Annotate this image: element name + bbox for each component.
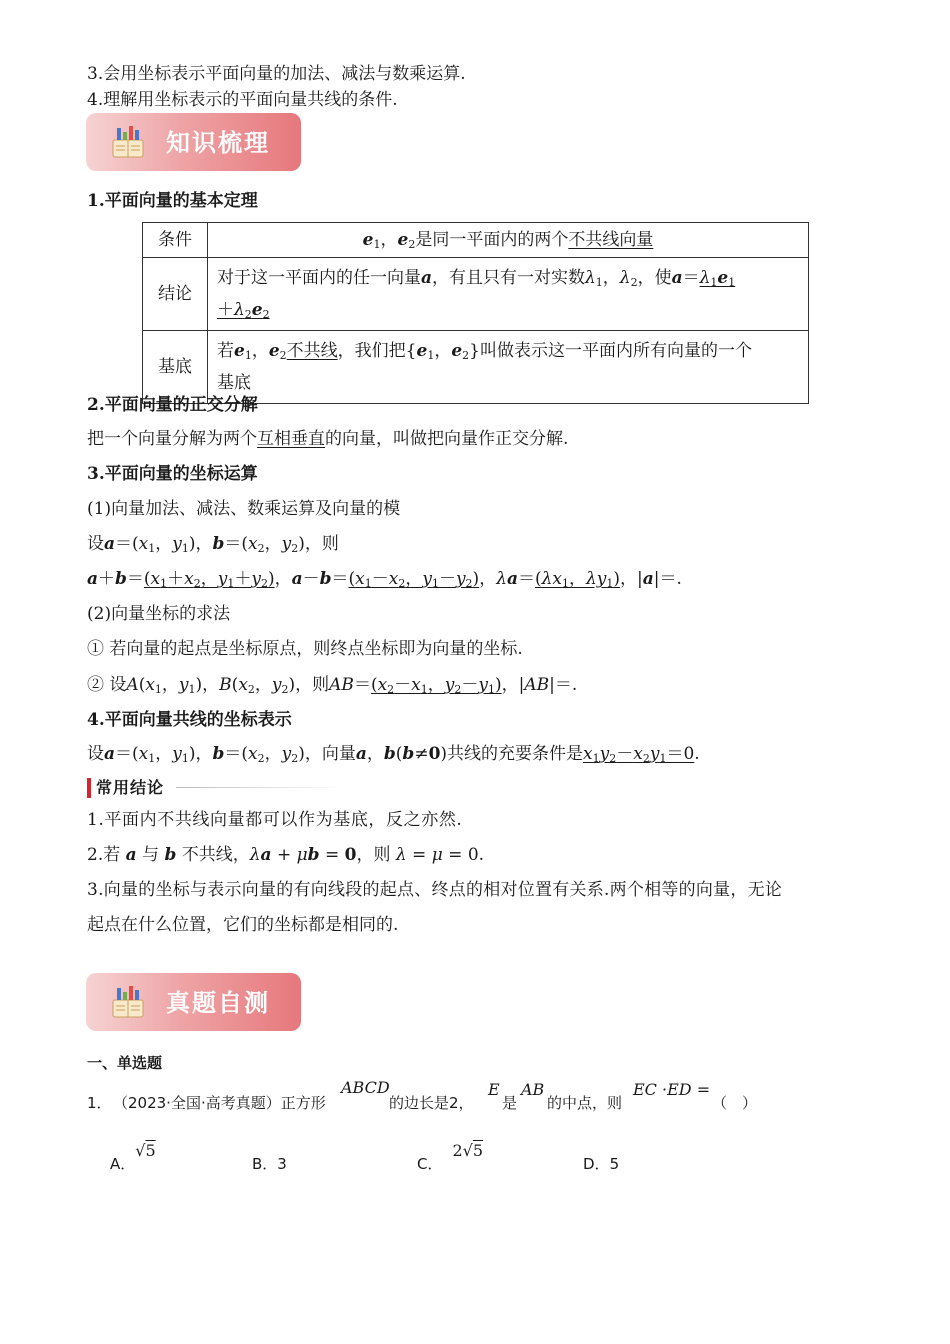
table-row: [143, 223, 809, 258]
q1-shape: ABCD: [341, 1078, 390, 1097]
collinear-condition: 设$a=(x_1$，$y_1$)，$b=(x_2$，$y_2$)，向量a，b(b≠0)共线的充要条件是$x_1y_2-x_2y_1=0$.: [87, 744, 700, 765]
objective-4: 4.理解用坐标表示的平面向量共线的条件.: [87, 90, 398, 110]
q1-expression: EC ·ED =: [633, 1080, 711, 1099]
conclusion-3b: 起点在什么位置，它们的坐标都是相同的.: [87, 915, 399, 935]
orthogonal-text: [87, 427, 568, 451]
option-b[interactable]: [252, 1153, 287, 1174]
option-label: D．: [583, 1155, 610, 1173]
row-key: 条件: [143, 223, 208, 258]
table-row: [143, 258, 809, 331]
option-value: 5: [609, 1155, 620, 1173]
conclusion-cell: 对于这一平面内的任一向量a，有且只有一对实数$\lambda_1$，$\lambda_2$，使$a=\lambda_1e_1$ $+\lambda_2e_2$: [208, 258, 809, 331]
heading-orthogonal: 2.平面向量的正交分解: [87, 395, 258, 415]
sub-heading-2: (2)向量坐标的求法: [87, 604, 231, 624]
orthogonal-text-a: 把一个向量分解为两个: [87, 429, 257, 449]
sub-heading-1: (1)向量加法、减法、数乘运算及向量的模: [87, 499, 401, 519]
option-label: C．: [417, 1155, 443, 1173]
row-key: 基底: [143, 331, 208, 404]
option-value: 2√5: [452, 1141, 484, 1160]
coord-rule-2: ② 设$A(x_1$，$y_1$)，$B(x_2$，$y_2$)，则$AB=(x_2-x_1$，$y_2-y_1$)，|AB|＝.: [87, 675, 578, 696]
q1-answer-paren: （ ）: [712, 1094, 758, 1112]
basic-theorem-table: [142, 222, 809, 404]
heading-collinear: 4.平面向量共线的坐标表示: [87, 710, 292, 730]
vector-ops-formula: $a+b=(x_1+x_2$，$y_1+y_2$)，$a-b=(x_1-x_2$，$y_1-y_2$)，$\lambda a=(\lambda x_1$，$\lambda y_1$)，|a|＝.: [87, 569, 682, 590]
option-c[interactable]: [417, 1140, 484, 1173]
q1-source: （2023·全国·高考真题）正方形: [113, 1094, 326, 1112]
q1-number: 1．: [87, 1094, 112, 1112]
basis-cell: 若$e_1$，$e_2$不共线，我们把{$e_1$，$e_2$}叫做表示这一平面内所有向量的一个 基底: [208, 331, 809, 404]
option-label: A．: [110, 1155, 136, 1173]
quiz-section-title: 一、单选题: [87, 1054, 163, 1072]
conclusion-1: 1.平面内不共线向量都可以作为基底，反之亦然.: [87, 810, 463, 830]
coord-rule-1: ① 若向量的起点是坐标原点，则终点坐标即为向量的坐标.: [87, 639, 523, 659]
option-a[interactable]: [110, 1140, 156, 1173]
conclusion-divider: [176, 787, 346, 788]
conclusion-2: 2.若 a 与 b 不共线，λa + μb = 0，则 λ = μ = 0.: [87, 845, 485, 865]
option-value: √5: [135, 1141, 156, 1160]
q1-point-e: E: [488, 1080, 500, 1099]
section-banner-exam: [86, 973, 301, 1031]
objective-3: 3.会用坐标表示平面向量的加法、减法与数乘运算.: [87, 64, 466, 84]
option-value: 3: [277, 1155, 287, 1173]
row-key: 结论: [143, 258, 208, 331]
conclusion-3a: 3.向量的坐标与表示向量的有向线段的起点、终点的相对位置有关系.两个相等的向量，无论: [87, 880, 783, 900]
q1-segment-ab: AB: [521, 1080, 545, 1099]
book-icon: [110, 124, 146, 160]
orthogonal-text-b: 的向量，叫做把向量作正交分解.: [325, 429, 569, 449]
q1-text-1: 的边长是2，: [389, 1094, 474, 1112]
q1-text-is: 是: [502, 1094, 518, 1112]
option-label: B．: [252, 1155, 278, 1173]
heading-basic-theorem: 1.平面向量的基本定理: [87, 191, 258, 211]
option-d[interactable]: [583, 1153, 619, 1174]
vector-def: 设$a=(x_1$，$y_1$)，$b=(x_2$，$y_2$)，则: [87, 534, 339, 555]
conclusion-title: 常用结论: [96, 778, 165, 797]
section-banner-knowledge: [86, 113, 301, 171]
conclusion-marker: [87, 778, 91, 798]
orthogonal-text-underlined: 互相垂直: [257, 429, 325, 449]
q1-text-2: 的中点，则: [547, 1094, 623, 1112]
book-icon: [110, 984, 146, 1020]
heading-coordinate-ops: 3.平面向量的坐标运算: [87, 464, 258, 484]
condition-cell: $e_1$，$e_2$是同一平面内的两个不共线向量: [208, 223, 809, 258]
banner-title: 知识梳理: [166, 129, 270, 157]
banner-title: 真题自测: [166, 989, 270, 1017]
